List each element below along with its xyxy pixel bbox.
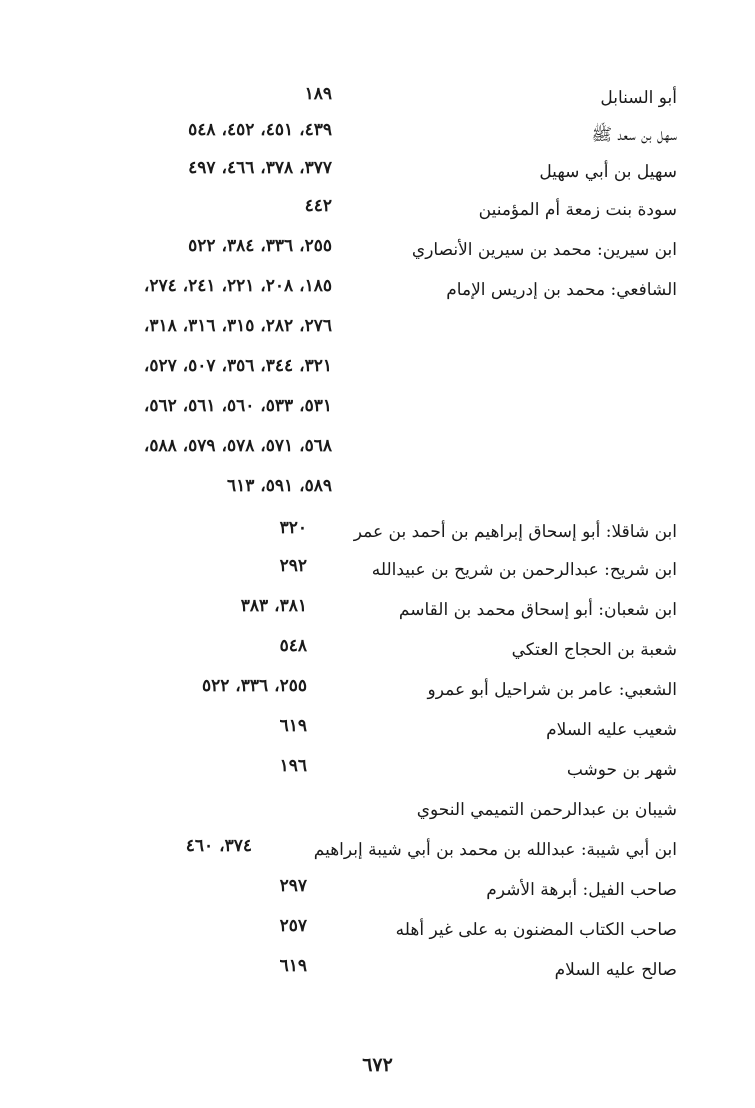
entry-name: صاحب الفيل: أبرهة الأشرم [486,880,677,900]
index-entry [60,636,677,670]
index-entry [60,756,677,790]
index-entry [60,236,677,270]
index-entry [60,716,677,750]
entry-pages: ٢٩٧ [279,876,307,896]
entry-name: الشافعي: محمد بن إدريس الإمام [446,280,677,300]
entry-name: سهيل بن أبي سهيل [539,162,677,182]
entry-pages: ٢٥٧ [279,916,307,936]
entry-name: ابن أبي شيبة: عبدالله بن محمد بن أبي شيبة إبراهيم [313,840,677,860]
index-entry [60,120,677,154]
continuation-line: ٢٧٦، ٢٨٢، ٣١٥، ٣١٦، ٣١٨، [143,316,332,336]
entry-name: سهل بن سعد ﷺ [591,125,677,145]
entry-name: الشعبي: عامر بن شراحيل أبو عمرو [427,680,677,700]
entry-pages: ٣٢٠ [279,518,307,538]
page-number: ٦٧٢ [362,1054,393,1076]
entry-name: شهر بن حوشب [566,760,677,780]
pages-continuation [60,396,332,426]
entry-pages: ٦١٩ [279,956,307,976]
pages-continuation [60,436,332,466]
entry-name: سودة بنت زمعة أم المؤمنين [478,200,677,220]
entry-pages: ٣٧٤، ٤٦٠ [185,836,252,856]
entry-pages: ٥٤٨ [279,636,307,656]
continuation-line: ٣٢١، ٣٤٤، ٣٥٦، ٥٠٧، ٥٢٧، [143,356,332,376]
entry-name: أبو السنابل [600,88,677,108]
continuation-line: ٥٨٩، ٥٩١، ٦١٣ [226,476,332,496]
index-entry [60,196,677,230]
entry-name: صالح عليه السلام [554,960,677,980]
entry-pages: ٢٥٥، ٣٣٦، ٥٢٢ [201,676,307,696]
entry-name: ابن شاقلا: أبو إسحاق إبراهيم بن أحمد بن عمر [353,522,677,542]
entry-name: شعبة بن الحجاج العتكي [511,640,677,660]
index-entry [60,596,677,630]
pages-continuation [60,356,332,386]
index-entry [60,676,677,710]
entry-pages: ٢٩٢ [279,556,307,576]
continuation-line: ٥٣١، ٥٣٣، ٥٦٠، ٥٦١، ٥٦٢، [143,396,332,416]
entry-name: شيبان بن عبدالرحمن التميمي النحوي [416,800,677,820]
index-entry [60,796,677,830]
index-entry [60,836,677,870]
entry-pages: ٣٨١، ٣٨٣ [240,596,307,616]
entry-name: ابن شعبان: أبو إسحاق محمد بن القاسم [398,600,677,620]
entry-pages: ٤٣٩، ٤٥١، ٤٥٢، ٥٤٨ [188,120,332,140]
entry-name: شعيب عليه السلام [546,720,677,740]
index-entry [60,84,677,118]
entry-pages: ١٨٩ [304,84,332,104]
entry-name: ابن سيرين: محمد بن سيرين الأنصاري [411,240,677,260]
entry-name: صاحب الكتاب المضنون به على غير أهله [395,920,677,940]
index-entry [60,956,677,990]
index-entry [60,158,677,192]
index-entry [60,276,677,310]
index-entry [60,876,677,910]
entry-pages: ١٨٥، ٢٠٨، ٢٢١، ٢٤١، ٢٧٤، [143,276,332,296]
index-entry [60,518,677,552]
pages-continuation [60,316,332,346]
entry-pages: ٦١٩ [279,716,307,736]
entry-pages: ١٩٦ [279,756,307,776]
index-entry [60,916,677,950]
index-entry [60,556,677,590]
entry-pages: ٤٤٢ [304,196,332,216]
entry-pages: ٢٥٥، ٣٣٦، ٣٨٤، ٥٢٢ [188,236,332,256]
continuation-line: ٥٦٨، ٥٧١، ٥٧٨، ٥٧٩، ٥٨٨، [143,436,332,456]
entry-name: ابن شريح: عبدالرحمن بن شريح بن عبيدالله [371,560,677,580]
entry-pages: ٣٧٧، ٣٧٨، ٤٦٦، ٤٩٧ [188,158,332,178]
pages-continuation [60,476,332,506]
